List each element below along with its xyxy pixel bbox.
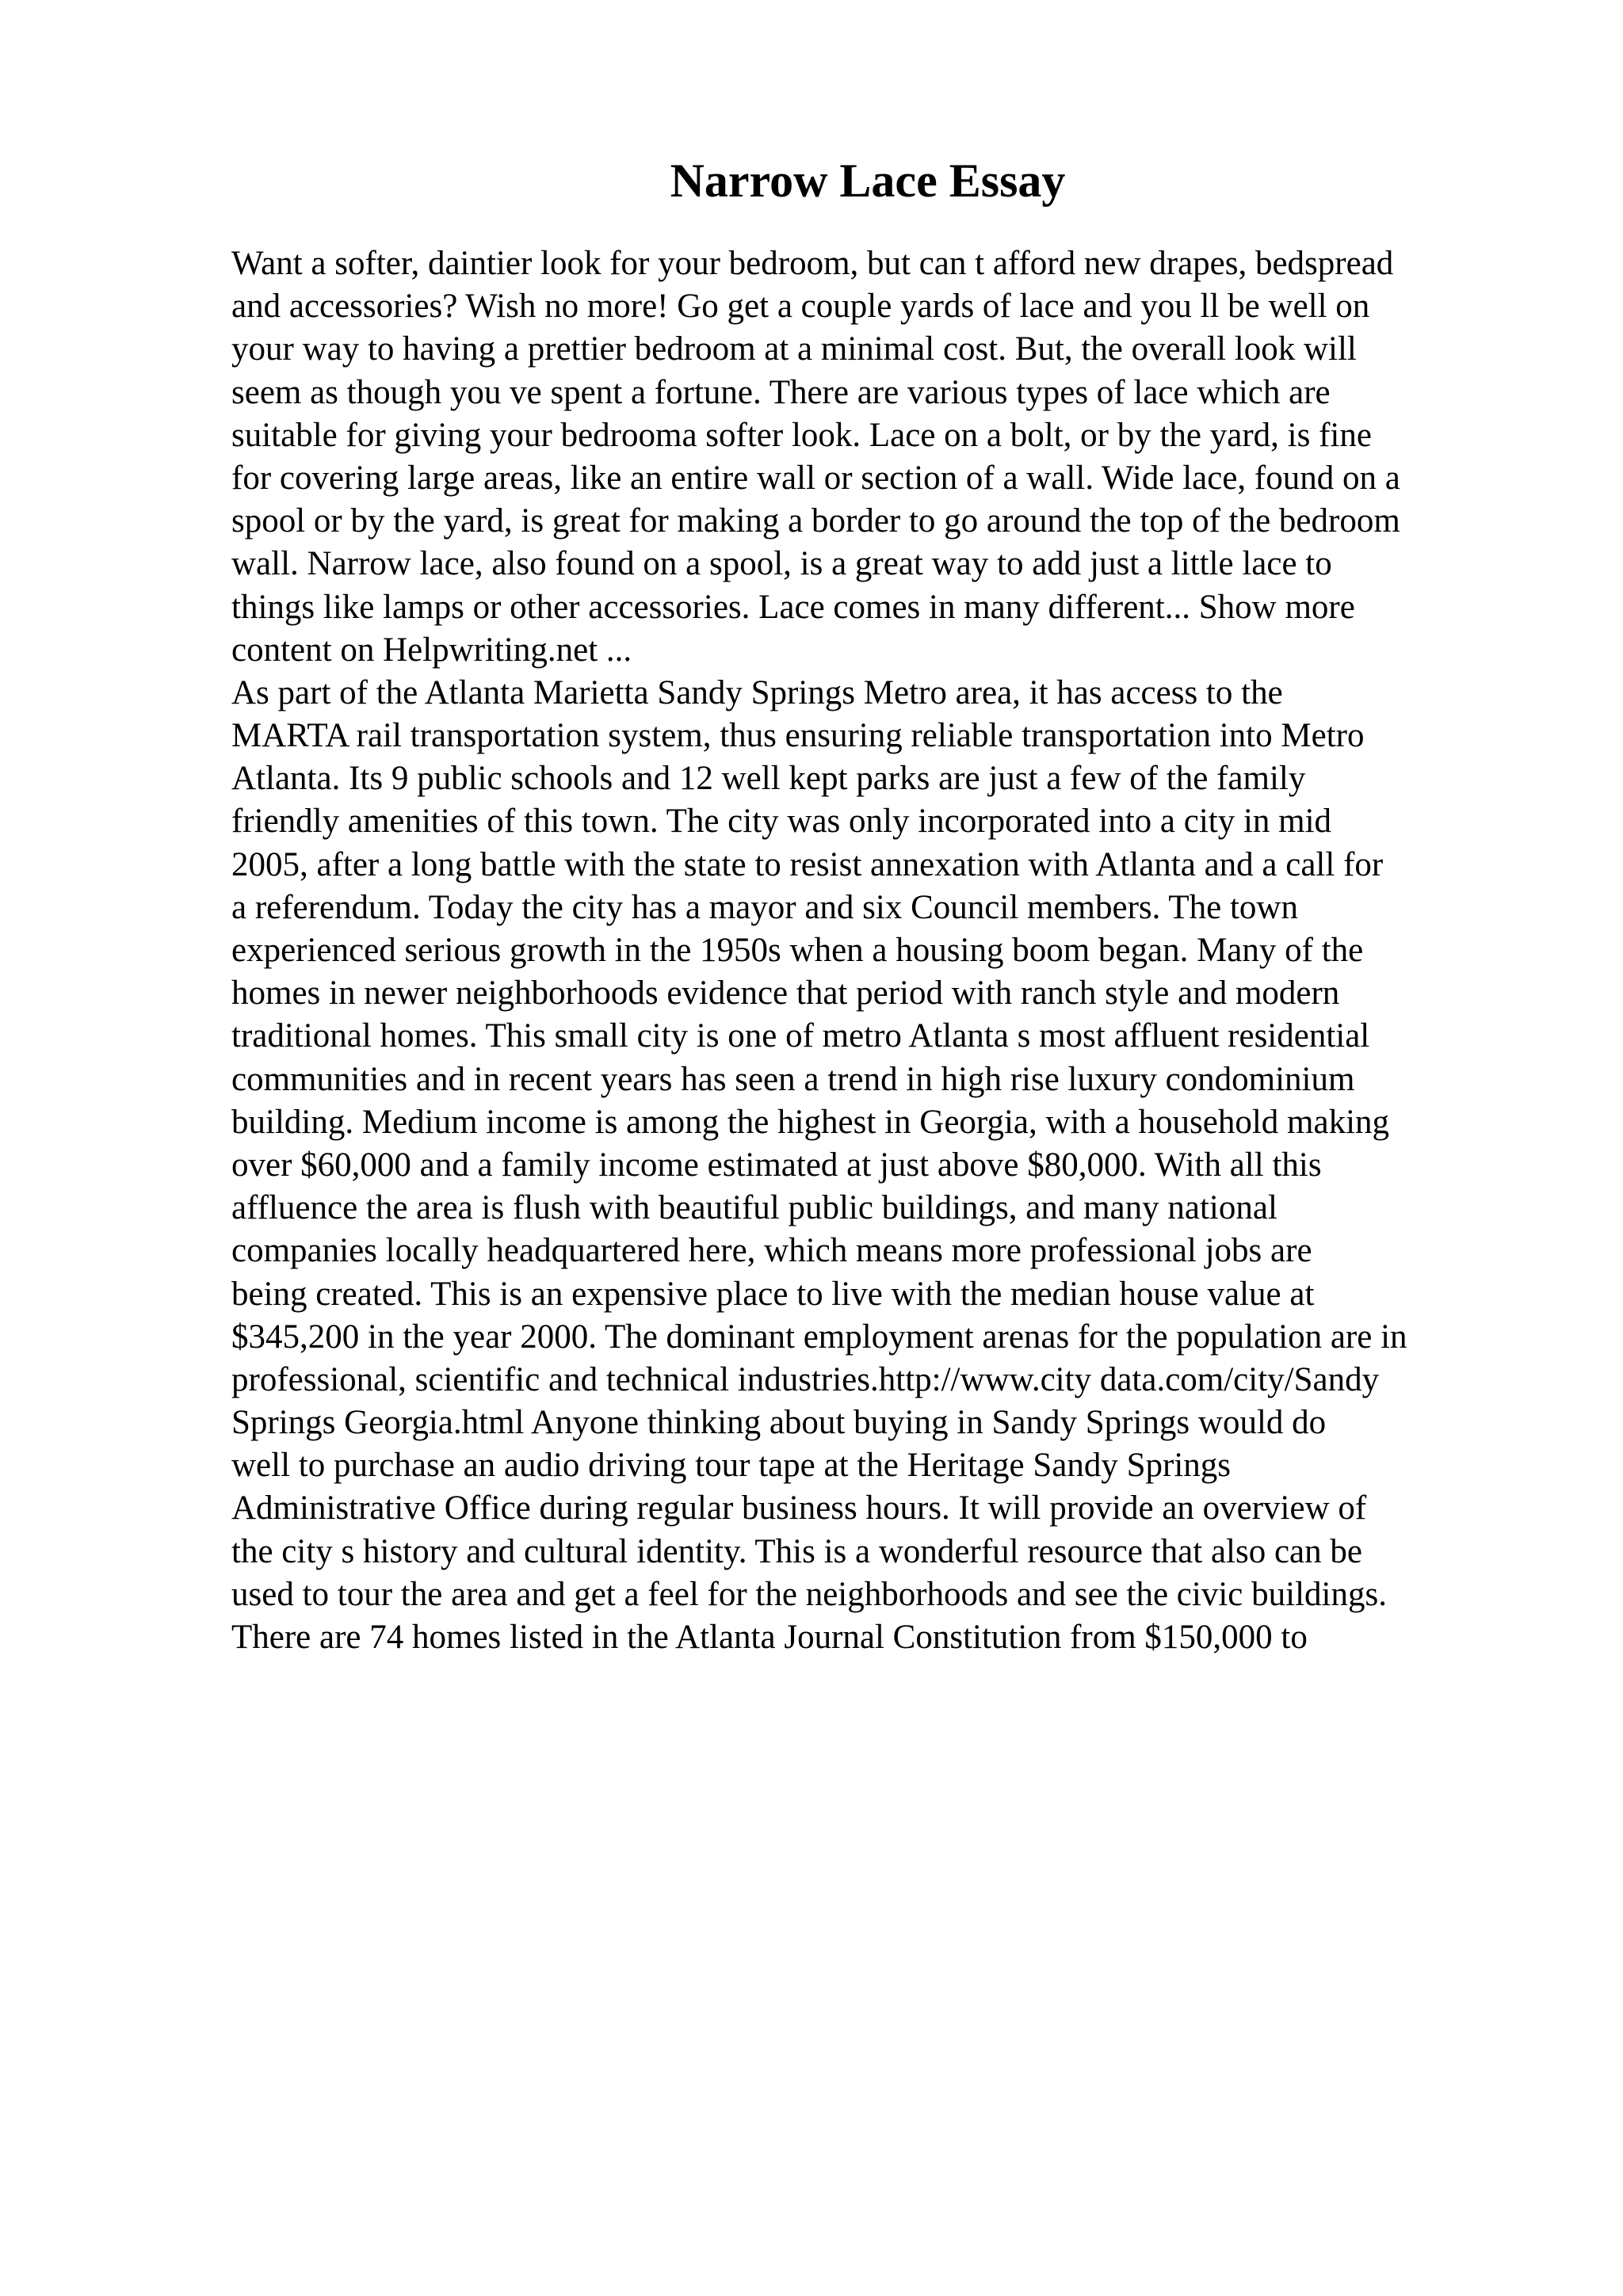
text-line: Want a softer, daintier look for your bedroom, but can t afford new drapes, bedspread	[231, 245, 1394, 282]
text-line: communities and in recent years has seen a trend in high rise luxury condominium	[231, 1060, 1355, 1098]
text-line: experienced serious growth in the 1950s when a housing boom began. Many of the	[231, 932, 1364, 969]
text-line: being created. This is an expensive place to live with the median house value at	[231, 1275, 1315, 1313]
text-line: MARTA rail transportation system, thus ensuring reliable transportation into Metro	[231, 717, 1365, 755]
text-line: well to purchase an audio driving tour tape at the Heritage Sandy Springs	[231, 1447, 1232, 1485]
text-line: There are 74 homes listed in the Atlanta Journal Constitution from $150,000 to	[231, 1619, 1308, 1656]
text-line: building. Medium income is among the highest in Georgia, with a household making	[231, 1103, 1390, 1141]
text-line: for covering large areas, like an entire wall or section of a wall. Wide lace, found on a	[231, 459, 1400, 497]
text-line: things like lamps or other accessories. Lace comes in many different... Show more	[231, 588, 1355, 626]
text-line: friendly amenities of this town. The city was only incorporated into a city in mid	[231, 803, 1332, 841]
text-line: spool or by the yard, is great for making a border to go around the top of the bedroom	[231, 502, 1400, 540]
text-line: Administrative Office during regular business hours. It will provide an overview of	[231, 1489, 1367, 1527]
text-line: professional, scientific and technical industries.http://www.city data.com/city/Sandy	[231, 1360, 1380, 1398]
text-line: Atlanta. Its 9 public schools and 12 well kept parks are just a few of the family	[231, 760, 1306, 798]
text-line: the city s history and cultural identity. This is a wonderful resource that also can be	[231, 1532, 1362, 1570]
text-line: companies locally headquartered here, which means more professional jobs are	[231, 1232, 1312, 1270]
text-line: and accessories? Wish no more! Go get a couple yards of lace and you ll be well on	[231, 288, 1370, 326]
document-body	[231, 242, 1515, 1659]
text-line: a referendum. Today the city has a mayor and six Council members. The town	[231, 888, 1298, 926]
text-line: Springs Georgia.html Anyone thinking about buying in Sandy Springs would do	[231, 1404, 1327, 1442]
text-line: homes in newer neighborhoods evidence that period with ranch style and modern	[231, 974, 1340, 1013]
text-line: $345,200 in the year 2000. The dominant employment arenas for the population are in	[231, 1318, 1407, 1356]
text-line: wall. Narrow lace, also found on a spool, is a great way to add just a little lace to	[231, 545, 1332, 583]
text-line: traditional homes. This small city is one of metro Atlanta s most affluent residential	[231, 1017, 1370, 1055]
text-line: seem as though you ve spent a fortune. There are various types of lace which are	[231, 373, 1331, 411]
text-line: over $60,000 and a family income estimated at just above $80,000. With all this	[231, 1146, 1322, 1184]
text-line: affluence the area is flush with beautiful public buildings, and many national	[231, 1189, 1277, 1227]
text-line: content on Helpwriting.net ...	[231, 631, 632, 669]
text-line: your way to having a prettier bedroom at a minimal cost. But, the overall look will	[231, 330, 1357, 368]
text-line: 2005, after a long battle with the state to resist annexation with Atlanta and a call for	[231, 845, 1384, 883]
text-line: As part of the Atlanta Marietta Sandy Springs Metro area, it has access to the	[231, 673, 1283, 711]
document-title: Narrow Lace Essay	[670, 154, 1066, 207]
text-line: suitable for giving your bedrooma softer look. Lace on a bolt, or by the yard, is fine	[231, 416, 1372, 454]
text-line: used to tour the area and get a feel for the neighborhoods and see the civic buildings.	[231, 1575, 1387, 1613]
